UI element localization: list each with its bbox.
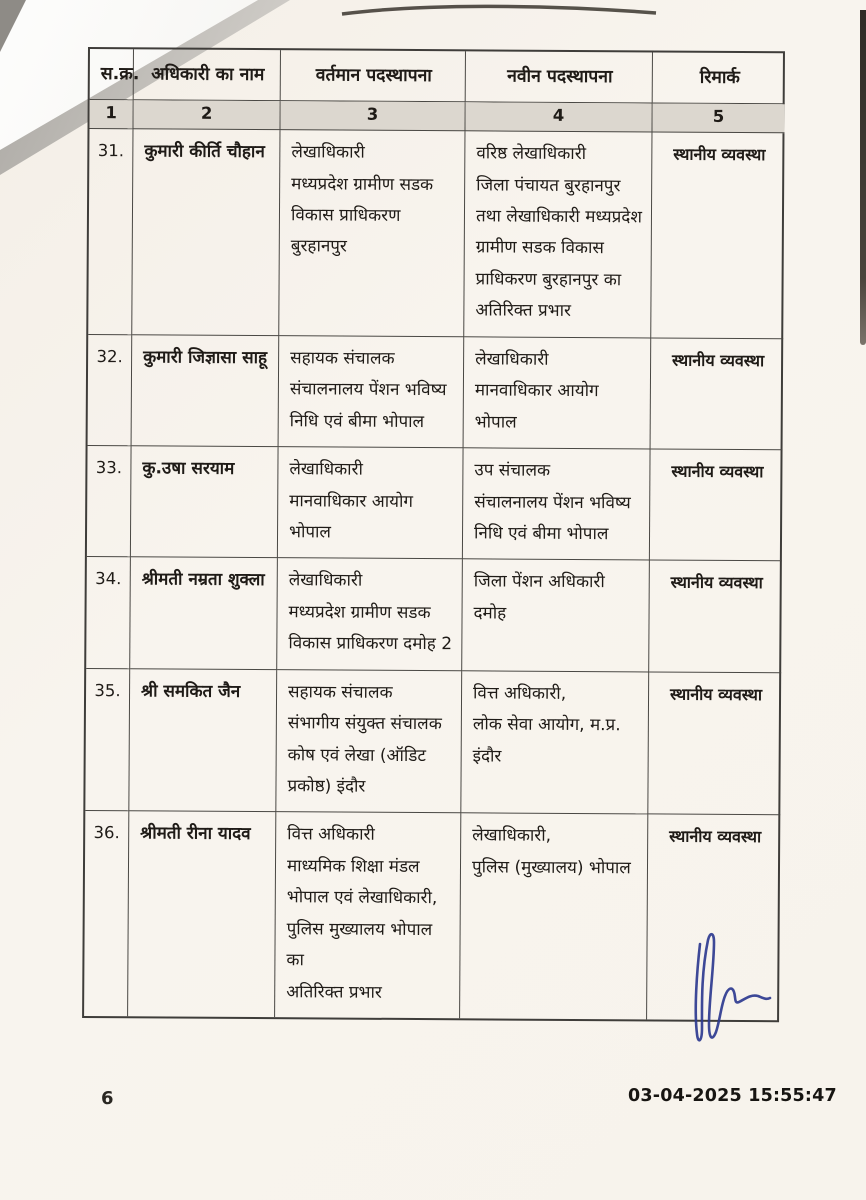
table-row — [88, 335, 782, 451]
current-posting: लेखाधिकारी मध्यप्रदेश ग्रामीण सडक विकास प्राधिकरण दमोह 2 — [277, 559, 463, 671]
table-row — [85, 669, 779, 816]
officer-name: श्री समकित जैन — [129, 669, 277, 813]
column-number-row — [89, 100, 782, 133]
remark: स्थानीय व्यवस्था — [648, 672, 781, 816]
new-posting: वित्त अधिकारी, लोक सेवा आयोग, म.प्र. इंदौर — [461, 671, 649, 815]
new-posting: उप संचालक संचालनालय पेंशन भविष्य निधि एवं बीमा भोपाल — [463, 448, 651, 560]
new-posting: लेखाधिकारी, पुलिस (मुख्यालय) भोपाल — [460, 814, 648, 1020]
header-remark: रिमार्क — [653, 52, 785, 104]
column-number: 1 — [89, 100, 133, 129]
serial-number: 33. — [87, 446, 132, 558]
header-serial: स.क्र. — [90, 49, 134, 101]
table-header-row — [90, 49, 783, 105]
officer-name: श्रीमती नम्रता शुक्ला — [130, 558, 278, 670]
remark: स्थानीय व्यवस्था — [669, 827, 762, 847]
column-number: 3 — [280, 102, 465, 132]
current-posting: सहायक संचालक संभागीय संयुक्त संचालक कोष एवं लेखा (ऑडिट प्रकोष्ठ) इंदौर — [276, 670, 462, 814]
header-new-posting: नवीन पदस्थापना — [466, 51, 653, 104]
page-number: 6 — [101, 1088, 114, 1109]
serial-number: 36. — [84, 811, 129, 1016]
serial-number: 32. — [88, 335, 133, 447]
new-posting: जिला पेंशन अधिकारी दमोह — [462, 560, 650, 672]
column-number: 2 — [133, 101, 280, 131]
current-posting: वित्त अधिकारी माध्यमिक शिक्षा मंडल भोपाल एवं लेखाधिकारी, पुलिस मुख्यालय भोपाल का अतिरिक्त प्रभार — [275, 813, 461, 1019]
remark: स्थानीय व्यवस्था — [650, 450, 783, 562]
transfer-order-table — [82, 47, 785, 1022]
table-row — [86, 557, 780, 673]
header-current-posting: वर्तमान पदस्थापना — [281, 50, 466, 103]
officer-name: कु.उषा सरयाम — [131, 446, 279, 558]
column-number: 4 — [465, 103, 652, 133]
current-posting: लेखाधिकारी मानवाधिकार आयोग भोपाल — [278, 447, 464, 559]
header-officer-name: अधिकारी का नाम — [134, 49, 281, 101]
table-row — [88, 129, 782, 339]
scan-timestamp: 03-04-2025 15:55:47 — [628, 1086, 837, 1106]
officer-name: कुमारी जिज्ञासा साहू — [132, 335, 280, 447]
remark: स्थानीय व्यवस्था — [651, 338, 784, 450]
officer-name: श्रीमती रीना यादव — [128, 812, 276, 1018]
current-posting: सहायक संचालक संचालनालय पेंशन भविष्य निधि एवं बीमा भोपाल — [279, 336, 465, 448]
new-posting: वरिष्ठ लेखाधिकारी जिला पंचायत बुरहानपुर तथा लेखाधिकारी मध्यप्रदेश ग्रामीण सडक विकास प्राधिकरण बुरहानपुर का अतिरिक्त प्रभार — [464, 131, 652, 338]
scan-artifact-right-edge — [860, 10, 866, 345]
serial-number: 35. — [85, 669, 130, 812]
new-posting: लेखाधिकारी मानवाधिकार आयोग भोपाल — [464, 337, 652, 449]
officer-name: कुमारी कीर्ति चौहान — [132, 129, 280, 336]
scan-artifact-top-line — [340, 0, 660, 22]
serial-number: 34. — [86, 557, 131, 669]
table-row — [87, 446, 781, 562]
remark: स्थानीय व्यवस्था — [651, 133, 784, 339]
current-posting: लेखाधिकारी मध्यप्रदेश ग्रामीण सडक विकास प्राधिकरण बुरहानपुर — [279, 130, 465, 337]
serial-number: 31. — [88, 129, 133, 335]
column-number: 5 — [652, 104, 784, 134]
signature-ink-scribble — [668, 922, 783, 1050]
remark: स्थानीय व्यवस्था — [649, 561, 782, 673]
